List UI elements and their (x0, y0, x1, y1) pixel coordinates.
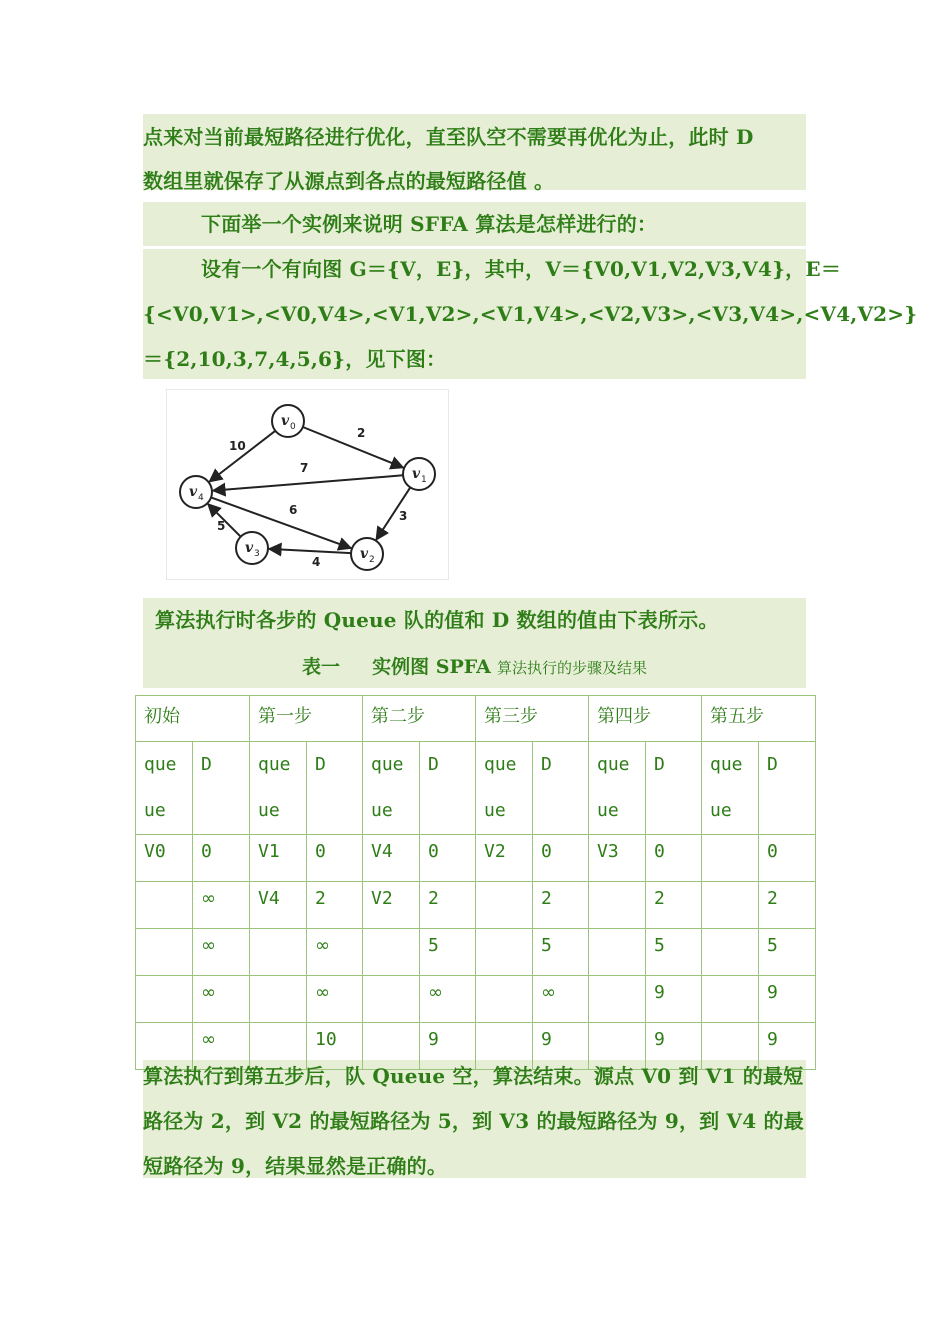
spfa-steps-table (135, 695, 816, 1070)
table-cell: ∞ (420, 976, 476, 1023)
queue-label-part-a: que (258, 754, 291, 775)
table-cell (136, 976, 193, 1023)
node-label-v1: v (412, 466, 421, 482)
table-cell: 5 (759, 929, 816, 976)
node-label-v4: v (189, 484, 198, 500)
queue-label-part-a: que (144, 754, 177, 775)
table-cell (476, 882, 533, 929)
table-cell (589, 976, 646, 1023)
table-cell: 9 (759, 1023, 816, 1070)
table-cell: ∞ (533, 976, 589, 1023)
caption-rest: 算法执行的步骤及结果 (496, 659, 647, 677)
step-header-4: 第四步 (589, 696, 702, 742)
d-label-0: D (193, 742, 250, 835)
paragraph-1-line-1: 点来对当前最短路径进行优化，直至队空不需要再优化为止，此时 D (143, 125, 754, 149)
table-caption (143, 652, 806, 682)
queue-label-5 (702, 742, 759, 835)
queue-label-2 (363, 742, 420, 835)
paragraph-2-line-1: 下面举一个实例来说明 SFFA 算法是怎样进行的： (201, 212, 658, 236)
step-header-0: 初始 (136, 696, 250, 742)
table-cell: 0 (307, 835, 363, 882)
graph-svg (167, 390, 448, 579)
table-cell: ∞ (193, 1023, 250, 1070)
queue-label-part-b: ue (371, 800, 393, 821)
table-cell: 9 (646, 976, 702, 1023)
queue-label-3 (476, 742, 533, 835)
table-cell (363, 976, 420, 1023)
table-cell: 0 (759, 835, 816, 882)
paragraph-3-line-3: ＝{2,10,3,7,4,5,6}，见下图： (143, 347, 447, 371)
caption-main: 实例图 SPFA (372, 656, 491, 678)
queue-label-part-b: ue (710, 800, 732, 821)
table-cell (476, 929, 533, 976)
table-cell: 10 (307, 1023, 363, 1070)
queue-label-part-b: ue (144, 800, 166, 821)
queue-label-4 (589, 742, 646, 835)
caption-prefix: 表一 (302, 656, 341, 678)
d-label-3: D (533, 742, 589, 835)
table-row (136, 835, 816, 882)
table-cell (136, 929, 193, 976)
node-subscript-v1: 1 (421, 475, 427, 485)
node-subscript-v3: 3 (254, 549, 260, 559)
table-cell (363, 929, 420, 976)
table-subheader-row (136, 742, 816, 835)
table-cell: 0 (420, 835, 476, 882)
table-cell (136, 882, 193, 929)
queue-label-0 (136, 742, 193, 835)
node-label-v0: v (281, 413, 290, 429)
d-label-4: D (646, 742, 702, 835)
queue-label-part-b: ue (258, 800, 280, 821)
table-cell: V2 (363, 882, 420, 929)
paragraph-3-line-1: 设有一个有向图 G＝{V，E}，其中，V＝{V0,V1,V2,V3,V4}，E＝ (201, 257, 842, 281)
table-cell (702, 835, 759, 882)
table-row (136, 976, 816, 1023)
table-cell: ∞ (307, 976, 363, 1023)
table-row (136, 882, 816, 929)
directed-graph-figure (166, 389, 449, 580)
edge-weight-label: 10 (229, 439, 246, 453)
paragraph-5-line-3: 短路径为 9，结果显然是正确的。 (143, 1154, 448, 1178)
paragraph-5-line-2: 路径为 2，到 V2 的最短路径为 5，到 V3 的最短路径为 9，到 V4 的最 (143, 1109, 804, 1133)
table-cell: 0 (193, 835, 250, 882)
paragraph-5-line-1: 算法执行到第五步后，队 Queue 空，算法结束。源点 V0 到 V1 的最短 (143, 1064, 804, 1088)
node-subscript-v0: 0 (290, 422, 296, 432)
table-cell: V4 (250, 882, 307, 929)
step-header-3: 第三步 (476, 696, 589, 742)
edge-weight-label: 7 (300, 461, 309, 475)
d-label-1: D (307, 742, 363, 835)
step-header-2: 第二步 (363, 696, 476, 742)
table-cell: 9 (533, 1023, 589, 1070)
table-cell (589, 929, 646, 976)
queue-label-part-a: que (710, 754, 743, 775)
table-cell: 9 (420, 1023, 476, 1070)
table-cell: V4 (363, 835, 420, 882)
table-cell (250, 929, 307, 976)
queue-label-part-a: que (597, 754, 630, 775)
table-cell (476, 976, 533, 1023)
table-cell: 2 (533, 882, 589, 929)
table-cell: 2 (307, 882, 363, 929)
paragraph-3-line-2: {<V0,V1>,<V0,V4>,<V1,V2>,<V1,V4>,<V2,V3>,<V3,V4>,<V4,V2>} (143, 302, 918, 326)
node-subscript-v4: 4 (198, 493, 204, 503)
table-cell: ∞ (307, 929, 363, 976)
table-cell: V0 (136, 835, 193, 882)
table-cell: ∞ (193, 976, 250, 1023)
edge-weight-label: 3 (399, 509, 408, 523)
table-row (136, 929, 816, 976)
table-cell: ∞ (193, 882, 250, 929)
edge-v4-v2 (211, 497, 351, 548)
edge-weight-label: 5 (217, 519, 226, 533)
edge-weight-label: 2 (357, 426, 366, 440)
node-label-v2: v (360, 546, 369, 562)
step-header-1: 第一步 (250, 696, 363, 742)
edge-v0-v1 (303, 427, 403, 468)
table-cell: 0 (533, 835, 589, 882)
edge-weight-label: 6 (289, 503, 298, 517)
d-label-5: D (759, 742, 816, 835)
table-cell (702, 976, 759, 1023)
node-subscript-v2: 2 (369, 555, 375, 565)
table-cell: V2 (476, 835, 533, 882)
queue-label-part-a: que (371, 754, 404, 775)
d-label-2: D (420, 742, 476, 835)
table-header-row (136, 696, 816, 742)
edge-v1-v4 (213, 475, 403, 490)
edge-v2-v3 (269, 549, 351, 553)
table-cell: 0 (646, 835, 702, 882)
table-cell (589, 882, 646, 929)
table-cell: V3 (589, 835, 646, 882)
queue-label-part-b: ue (484, 800, 506, 821)
queue-label-1 (250, 742, 307, 835)
table-cell: 5 (533, 929, 589, 976)
table-cell (702, 882, 759, 929)
table-cell: 2 (759, 882, 816, 929)
queue-label-part-b: ue (597, 800, 619, 821)
table-cell: 2 (646, 882, 702, 929)
paragraph-4-line-1: 算法执行时各步的 Queue 队的值和 D 数组的值由下表所示。 (155, 608, 719, 632)
table-cell: 5 (420, 929, 476, 976)
table-cell: 9 (759, 976, 816, 1023)
table-cell: 9 (646, 1023, 702, 1070)
edge-weight-label: 4 (312, 555, 321, 569)
node-label-v3: v (245, 540, 254, 556)
paragraph-1-line-2: 数组里就保存了从源点到各点的最短路径值 。 (143, 169, 555, 193)
table-cell (702, 929, 759, 976)
table-cell (250, 976, 307, 1023)
table-cell: 5 (646, 929, 702, 976)
table-cell: 2 (420, 882, 476, 929)
queue-label-part-a: que (484, 754, 517, 775)
table-cell: V1 (250, 835, 307, 882)
table-cell: ∞ (193, 929, 250, 976)
step-header-5: 第五步 (702, 696, 816, 742)
